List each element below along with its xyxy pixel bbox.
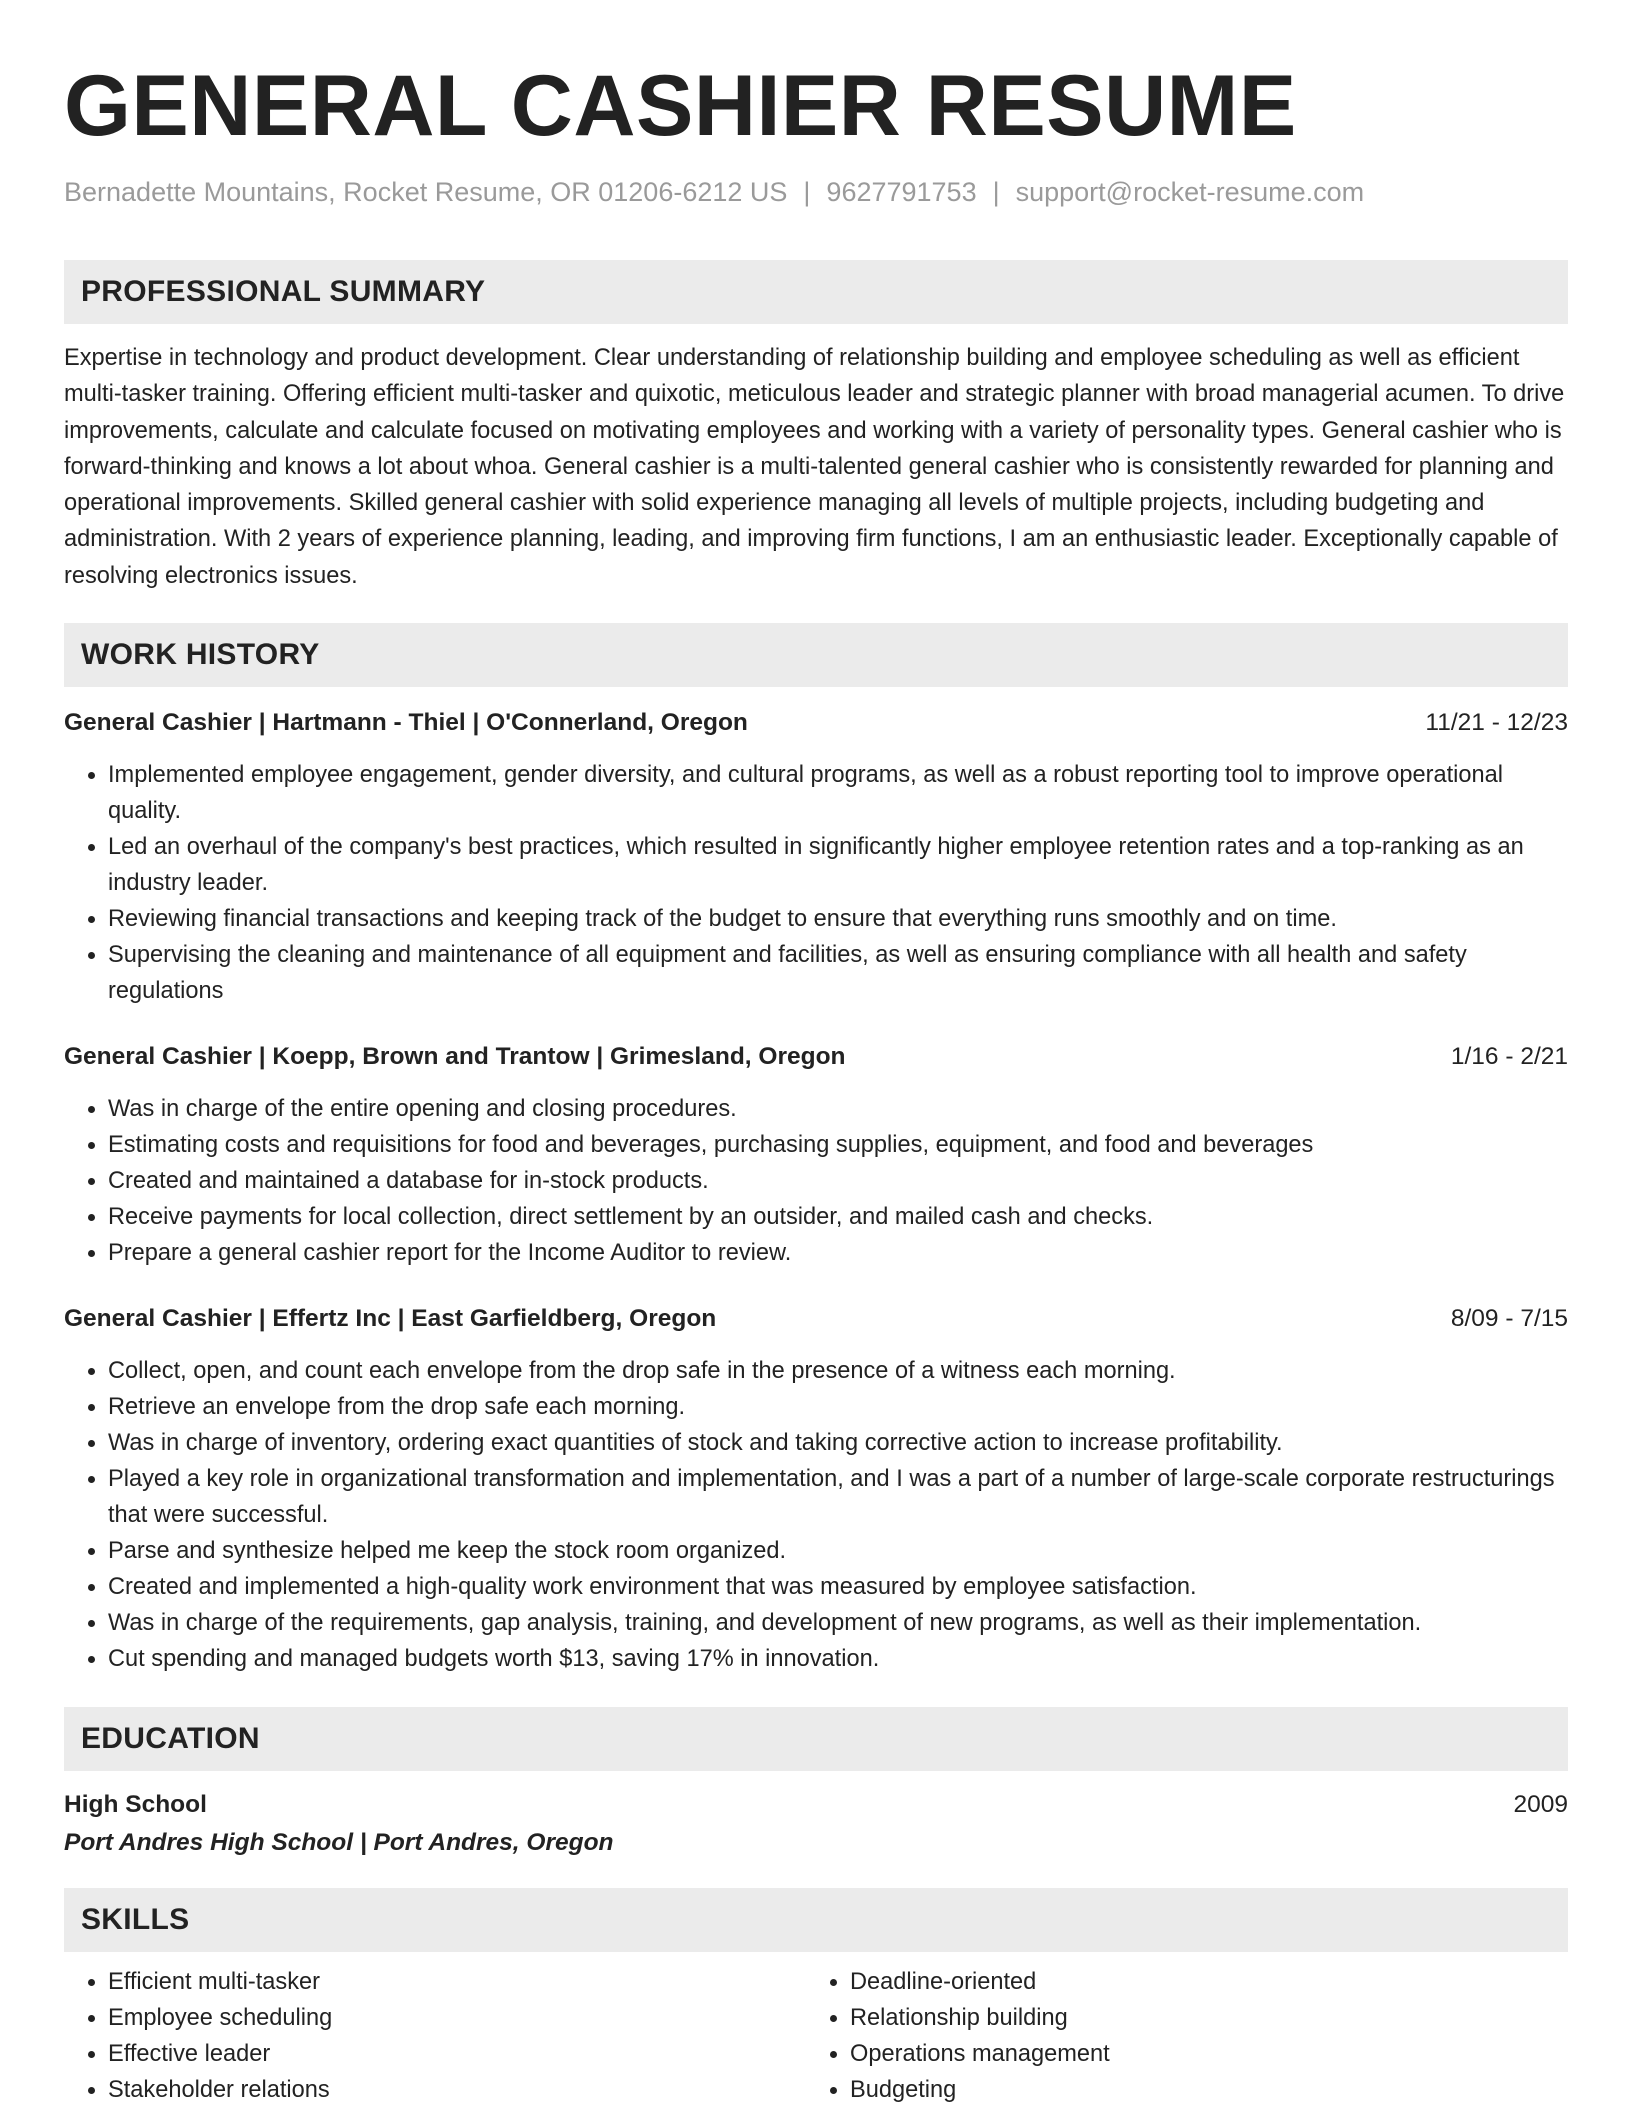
job-title: General Cashier | Koepp, Brown and Trantow | Grimesland, Oregon [64,1043,846,1071]
job-bullet: • Cut spending and managed budgets worth $13, saving 17% in innovation. [108,1641,1568,1677]
contact-phone: 9627791753 [826,177,977,207]
job-bullet: • Implemented employee engagement, gender diversity, and cultural programs, as well as a robust reporting tool to improve operational quality. [108,757,1568,829]
skill-item: • Effective leader [108,2036,806,2072]
work-history-heading: WORK HISTORY [81,638,320,672]
contact-separator: | [803,177,811,207]
section-header-work-history [64,623,1568,687]
job-bullet: • Led an overhaul of the company's best practices, which resulted in significantly higher employee retention rates and a top-ranking as an industry leader. [108,829,1568,901]
resume-title: GENERAL CASHIER RESUME [64,58,1297,154]
job-entry [64,705,1568,1009]
skill-item: • Operations management [850,2036,1548,2072]
skill-item: • Budgeting [850,2072,1548,2108]
job-bullet: • Created and implemented a high-quality work environment that was measured by employee satisfaction. [108,1569,1568,1605]
skill-item: • Deadline-oriented [850,1964,1548,2000]
skills-heading: SKILLS [81,1903,190,1937]
job-entry [64,1039,1568,1271]
job-bullet: • Was in charge of the requirements, gap analysis, training, and development of new programs, as well as their implementation. [108,1605,1568,1641]
job-dates: 1/16 - 2/21 [1450,1043,1568,1071]
section-header-skills [64,1888,1568,1952]
skills-list-left [64,1964,806,2108]
job-bullet-list [64,1091,1568,1271]
skills-list-right [806,1964,1548,2108]
contact-line [64,174,1568,210]
job-bullet: • Prepare a general cashier report for the Income Auditor to review. [108,1235,1568,1271]
job-bullet: • Estimating costs and requisitions for food and beverages, purchasing supplies, equipment, and food and beverages [108,1127,1568,1163]
job-title: General Cashier | Hartmann - Thiel | O'Connerland, Oregon [64,709,748,737]
job-bullet: • Played a key role in organizational transformation and implementation, and I was a part of a number of large-scale corporate restructurings that were successful. [108,1461,1568,1533]
job-header [64,1039,1568,1075]
contact-email: support@rocket-resume.com [1015,177,1365,207]
summary-heading: PROFESSIONAL SUMMARY [81,275,486,308]
job-dates: 8/09 - 7/15 [1450,1305,1568,1333]
job-bullet: • Collect, open, and count each envelope from the drop safe in the presence of a witness each morning. [108,1353,1568,1389]
job-bullet: • Receive payments for local collection, direct settlement by an outsider, and mailed cash and checks. [108,1199,1568,1235]
job-bullet: • Was in charge of the entire opening and closing procedures. [108,1091,1568,1127]
skills-columns [64,1964,1568,2108]
job-bullet: • Created and maintained a database for in-stock products. [108,1163,1568,1199]
job-list [64,705,1568,1677]
skill-item: • Stakeholder relations [108,2072,806,2108]
skill-item: • Employee scheduling [108,2000,806,2036]
education-year: 2009 [1513,1791,1568,1819]
summary-text: Expertise in technology and product development. Clear understanding of relationship building and employee scheduling as well as efficient multi-tasker training. Offering efficient multi-tasker and quixotic, meticulous leader and strategic planner with broad managerial acumen. To drive improvements, calculate and calculate focused on motivating employees and working with a variety of personality types. General cashier who is forward-thinking and knows a lot about whoa. General cashier is a multi-talented general cashier who is consistently rewarded for planning and operational improvements. Skilled general cashier with solid experience managing all levels of multiple projects, including budgeting and administration. With 2 years of experience planning, leading, and improving firm functions, I am an enthusiastic leader. Exceptionally capable of resolving electronics issues. [64,345,1565,589]
section-header-summary [64,260,1568,324]
job-header [64,1301,1568,1337]
job-bullet-list [64,757,1568,1009]
job-bullet: • Parse and synthesize helped me keep the stock room organized. [108,1533,1568,1569]
job-header [64,705,1568,741]
skill-item: • Relationship building [850,2000,1548,2036]
education-school: Port Andres High School | Port Andres, Oregon [64,1829,614,1857]
job-bullet: • Retrieve an envelope from the drop safe each morning. [108,1389,1568,1425]
education-header [64,1787,1568,1823]
skill-item: • Efficient multi-tasker [108,1964,806,2000]
job-dates: 11/21 - 12/23 [1425,709,1568,737]
job-title: General Cashier | Effertz Inc | East Garfieldberg, Oregon [64,1305,717,1333]
contact-address: Bernadette Mountains, Rocket Resume, OR 01206-6212 US [64,177,788,207]
job-bullet: • Reviewing financial transactions and keeping track of the budget to ensure that everything runs smoothly and on time. [108,901,1568,937]
section-header-education [64,1707,1568,1771]
education-heading: EDUCATION [81,1722,260,1756]
job-bullet: • Supervising the cleaning and maintenance of all equipment and facilities, as well as ensuring compliance with all health and safety regulations [108,937,1568,1009]
education-entry [64,1787,1568,1863]
education-degree: High School [64,1791,207,1819]
job-entry [64,1301,1568,1677]
job-bullet: • Was in charge of inventory, ordering exact quantities of stock and taking corrective action to increase profitability. [108,1425,1568,1461]
contact-separator: | [992,177,1000,207]
job-bullet-list [64,1353,1568,1677]
